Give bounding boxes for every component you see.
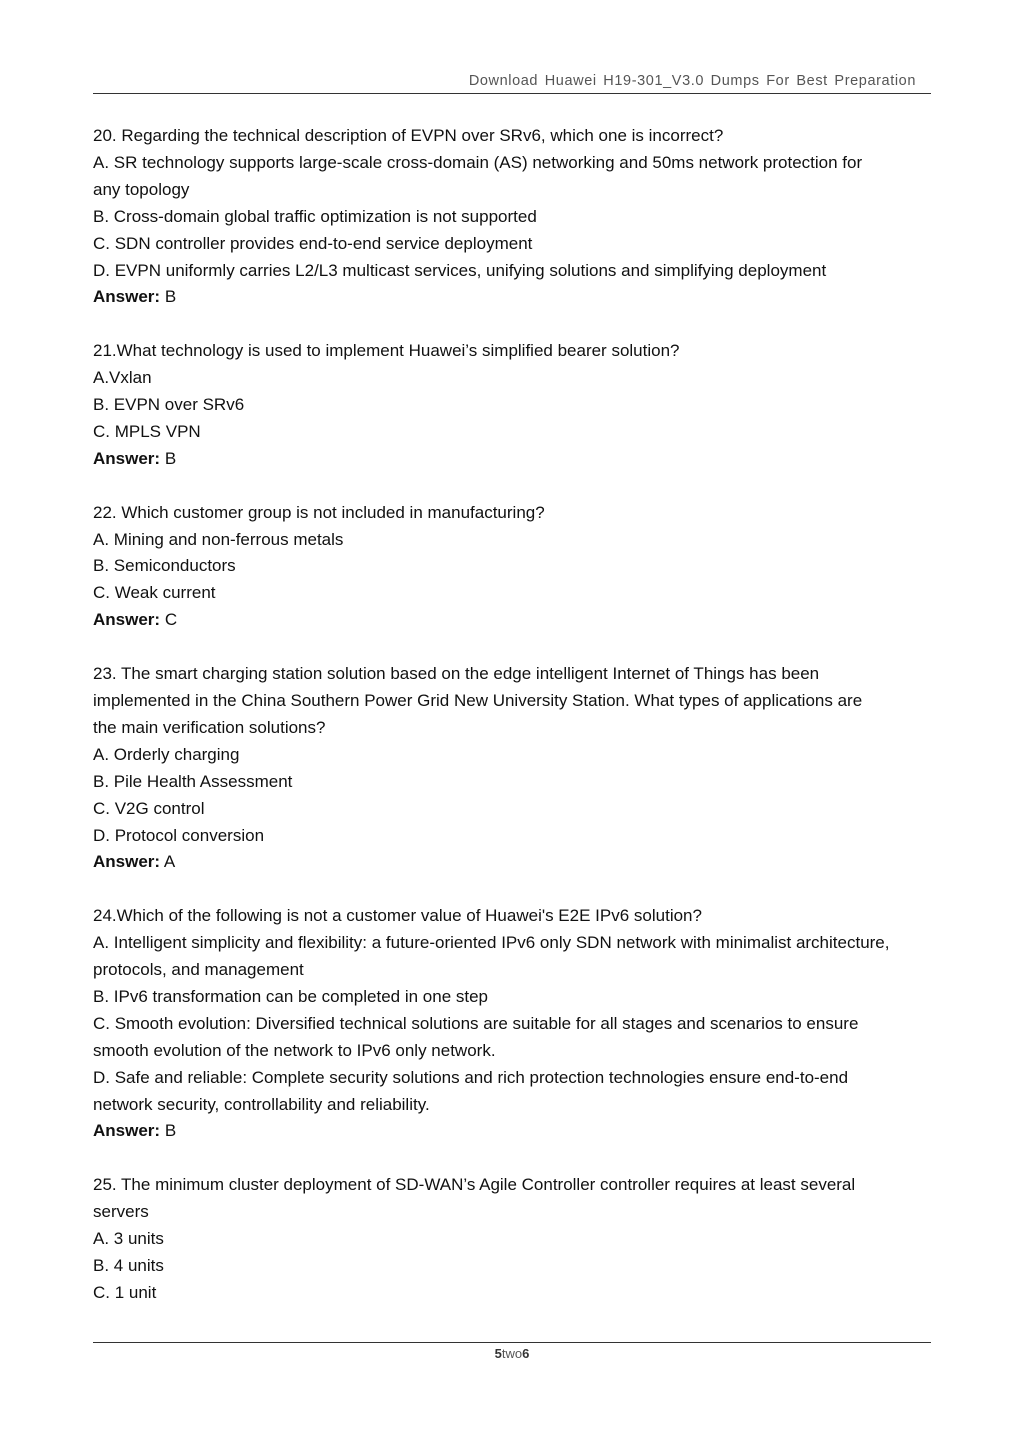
question-text: 21.What technology is used to implement Huawei’s simplified bearer solution? xyxy=(93,341,680,361)
option-line: B. IPv6 transformation can be completed in one step xyxy=(93,986,489,1006)
option-line: A. Orderly charging xyxy=(93,744,240,764)
option-line: B. 4 units xyxy=(93,1255,164,1275)
header-divider xyxy=(93,93,931,94)
option-line: C. 1 unit xyxy=(93,1282,157,1302)
option-line: C. SDN controller provides end-to-end service deployment xyxy=(93,233,533,253)
option-line: A. SR technology supports large-scale cross-domain (AS) networking and 50ms network protection for xyxy=(93,152,863,172)
question-block-23 xyxy=(93,661,943,876)
question-text: 24.Which of the following is not a customer value of Huawei's E2E IPv6 solution? xyxy=(93,906,702,926)
question-block-25 xyxy=(93,1172,943,1307)
answer-line xyxy=(93,849,943,876)
option-line: B. Semiconductors xyxy=(93,556,236,576)
option-line: B. EVPN over SRv6 xyxy=(93,395,245,415)
option-line: protocols, and management xyxy=(93,960,304,980)
option-line: D. EVPN uniformly carries L2/L3 multicast services, unifying solutions and simplifying deployment xyxy=(93,260,827,280)
answer-label: Answer: xyxy=(93,852,161,872)
answer-value: C xyxy=(164,610,178,630)
option-line: C. Weak current xyxy=(93,583,216,603)
question-text-cont: servers xyxy=(93,1202,149,1222)
page-header: Download Huawei H19-301_V3.0 Dumps For Best Preparation xyxy=(468,73,916,89)
option-line: C. MPLS VPN xyxy=(93,421,201,441)
option-line: any topology xyxy=(93,179,190,199)
option-line: A. Intelligent simplicity and flexibility: a future-oriented IPv6 only SDN network with minimalist architecture, xyxy=(93,933,890,953)
option-line: B. Cross-domain global traffic optimization is not supported xyxy=(93,206,537,226)
question-text: 23. The smart charging station solution based on the edge intelligent Internet of Things has been xyxy=(93,664,820,684)
question-block-20 xyxy=(93,123,943,311)
answer-value: B xyxy=(164,1121,177,1141)
answer-label: Answer: xyxy=(93,448,161,468)
option-line: C. V2G control xyxy=(93,798,205,818)
option-line: A.Vxlan xyxy=(93,368,152,388)
option-line: network security, controllability and reliability. xyxy=(93,1094,430,1114)
answer-label: Answer: xyxy=(93,1121,161,1141)
page-separator: two xyxy=(501,1346,523,1361)
page-number: 5 xyxy=(494,1346,502,1361)
page-footer xyxy=(0,1346,1024,1361)
question-text-cont: implemented in the China Southern Power Grid New University Station. What types of applications are xyxy=(93,690,863,710)
question-block-21 xyxy=(93,338,943,473)
answer-line xyxy=(93,446,943,473)
question-text: 25. The minimum cluster deployment of SD-WAN’s Agile Controller controller requires at least several xyxy=(93,1175,856,1195)
answer-line xyxy=(93,284,943,311)
option-line: D. Safe and reliable: Complete security solutions and rich protection technologies ensure end-to-end xyxy=(93,1067,849,1087)
option-line: A. Mining and non-ferrous metals xyxy=(93,529,344,549)
answer-value: A xyxy=(163,852,176,872)
question-list xyxy=(93,123,943,1334)
answer-label: Answer: xyxy=(93,287,161,307)
answer-line xyxy=(93,607,943,634)
option-line: A. 3 units xyxy=(93,1229,164,1249)
question-text: 20. Regarding the technical description of EVPN over SRv6, which one is incorrect? xyxy=(93,126,724,145)
question-block-24 xyxy=(93,903,943,1145)
question-block-22 xyxy=(93,500,943,635)
question-text: 22. Which customer group is not included in manufacturing? xyxy=(93,502,545,522)
footer-divider xyxy=(93,1342,931,1343)
question-text-cont: the main verification solutions? xyxy=(93,717,326,737)
answer-line xyxy=(93,1118,943,1145)
page-total: 6 xyxy=(522,1346,530,1361)
option-line: D. Protocol conversion xyxy=(93,825,265,845)
answer-label: Answer: xyxy=(93,610,161,630)
answer-value: B xyxy=(164,448,177,468)
option-line: C. Smooth evolution: Diversified technical solutions are suitable for all stages and scenarios to ensure xyxy=(93,1013,859,1033)
answer-value: B xyxy=(164,287,177,307)
option-line: smooth evolution of the network to IPv6 only network. xyxy=(93,1040,496,1060)
option-line: B. Pile Health Assessment xyxy=(93,771,293,791)
